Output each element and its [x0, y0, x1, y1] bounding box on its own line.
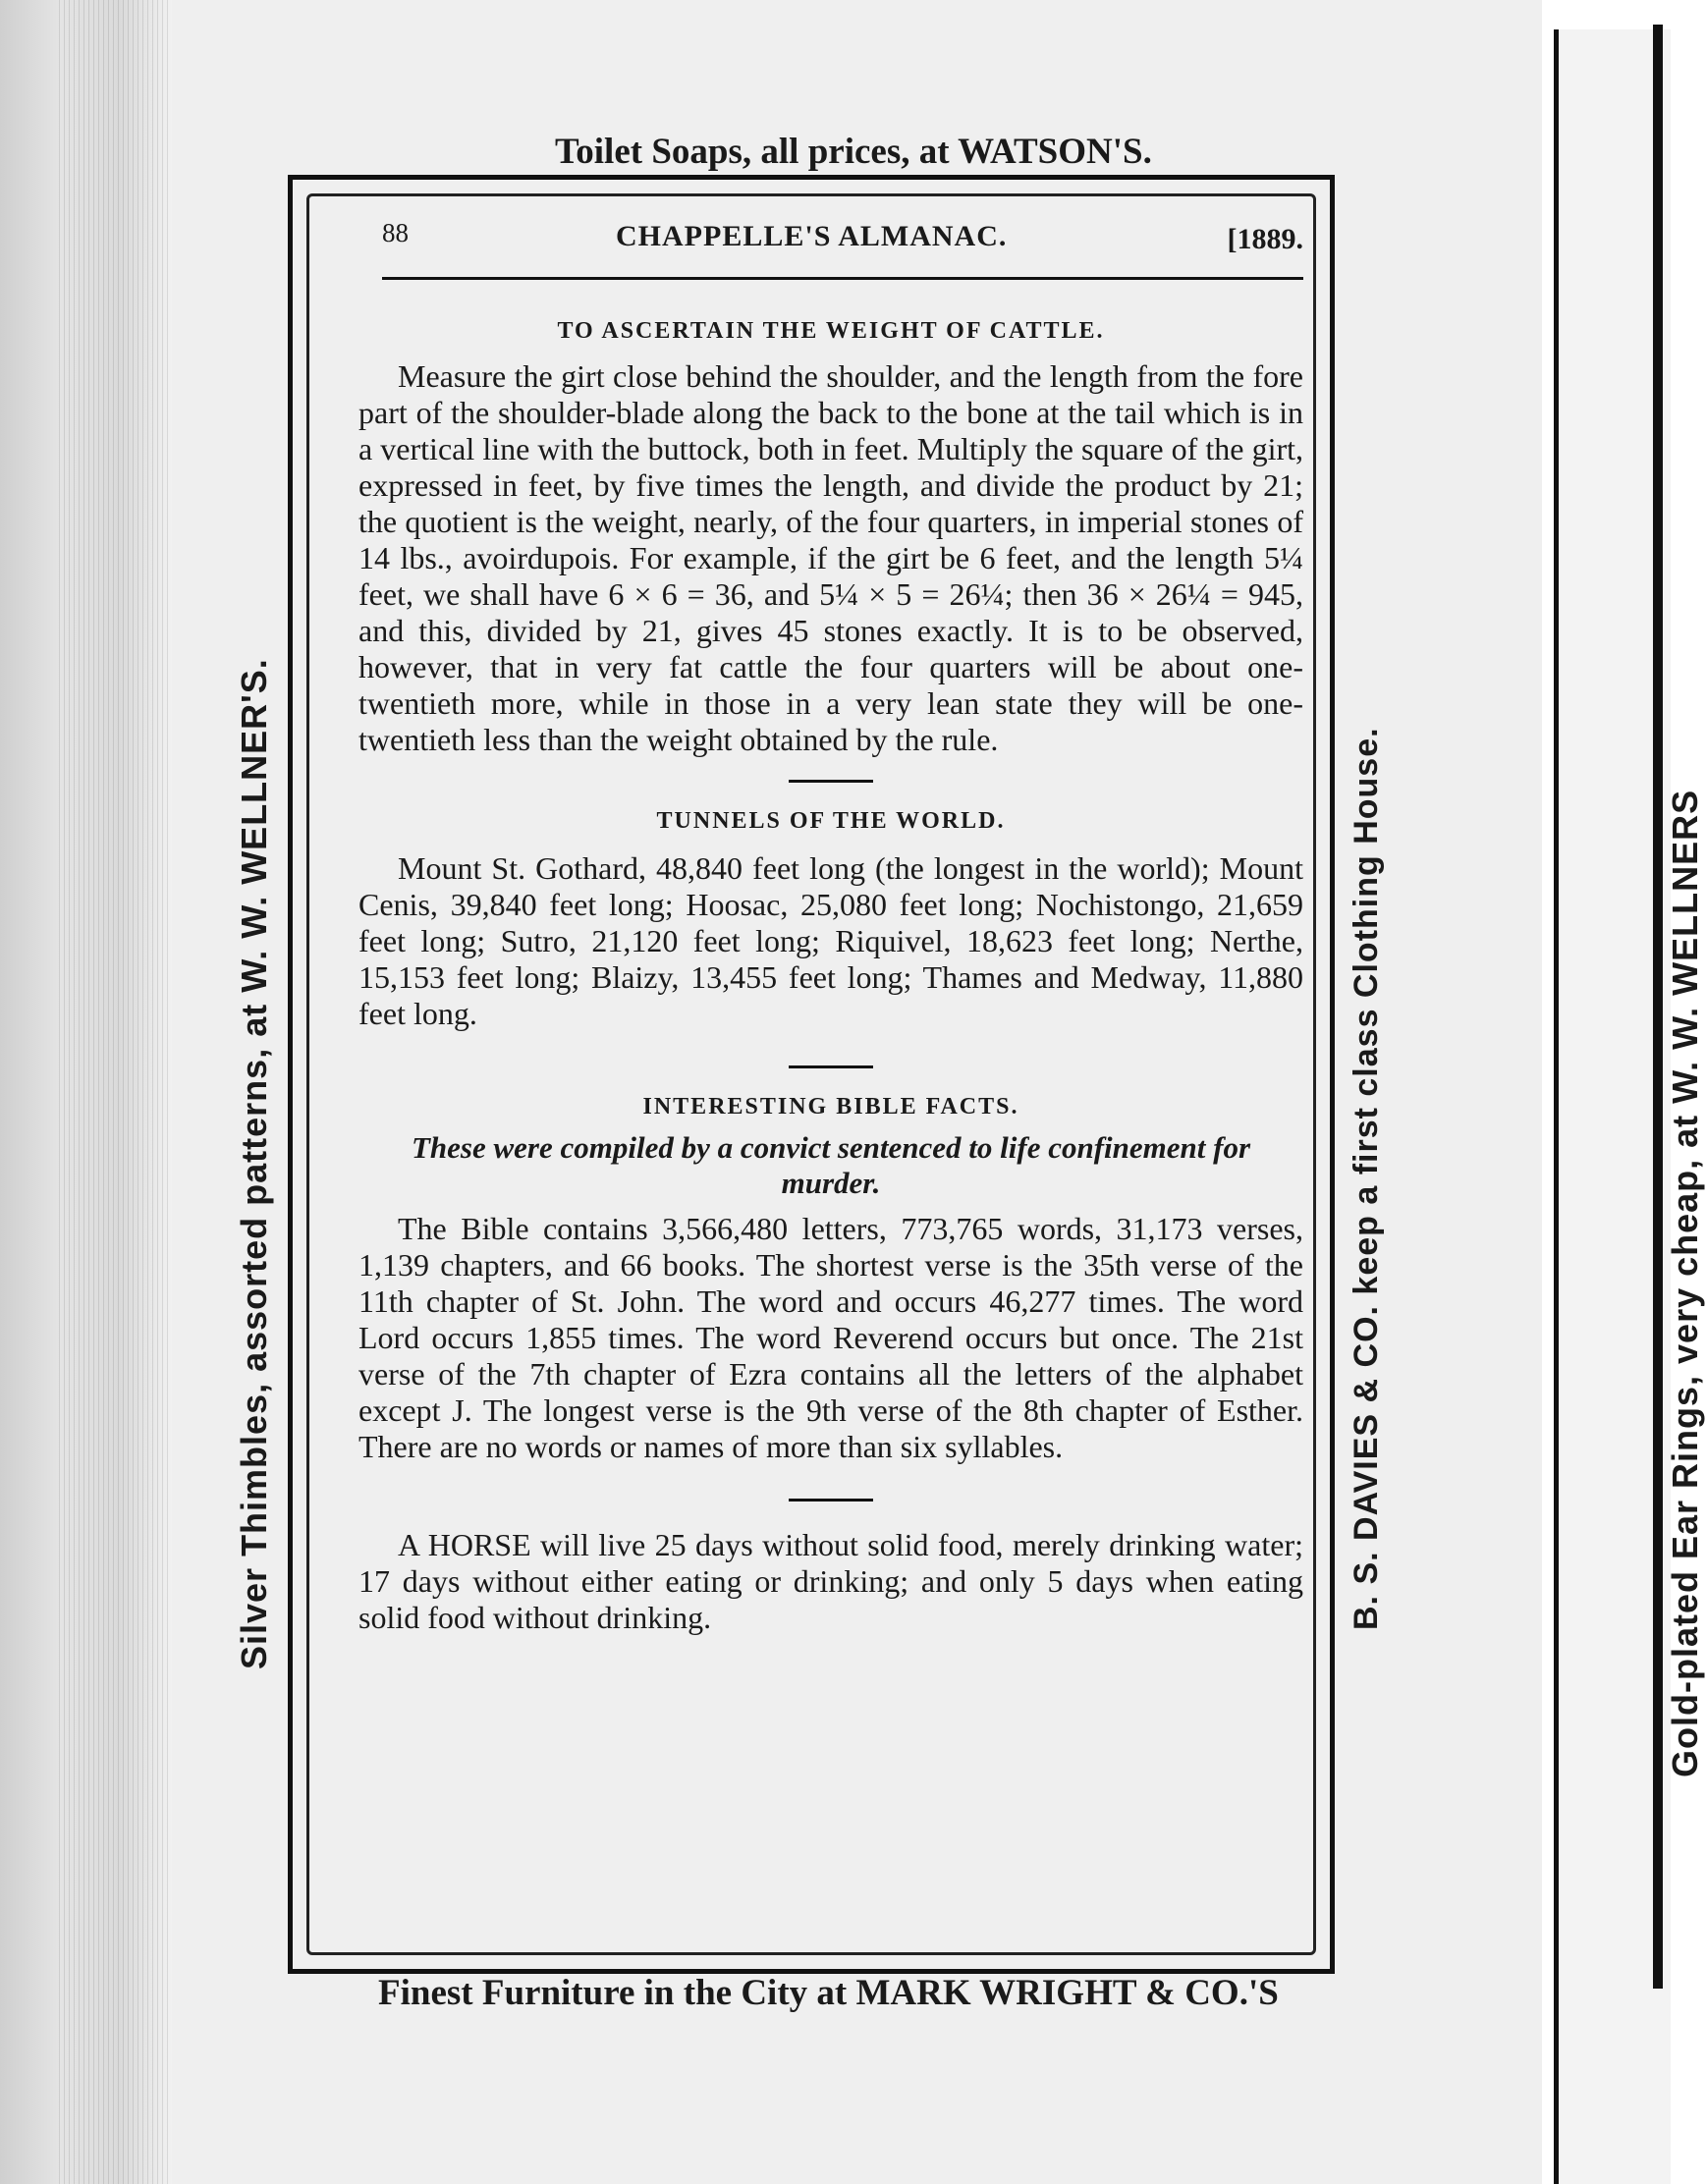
right-side-advertisement: B. S. DAVIES & CO. keep a first class Clothing House.: [1348, 727, 1385, 1630]
header-rule: [382, 277, 1303, 280]
section-title-tunnels: TUNNELS OF THE WORLD.: [656, 808, 1006, 834]
section-divider: [789, 1499, 873, 1502]
top-advertisement: Toilet Soaps, all prices, at WATSON'S.: [555, 132, 1152, 172]
almanac-title: CHAPPELLE'S ALMANAC.: [616, 220, 1008, 252]
section-body-bible: The Bible contains 3,566,480 letters, 773,765 words, 31,173 verses, 1,139 chapters, and 66 books. The shortest verse is the 35th verse of the 11th chapter of St. John. The word and occurs 46,277 times. The word Lord occurs 1,855 times. The word Reverend occurs but once. The 21st verse of the 7th chapter of Ezra contains all the letters of the alphabet except J. The longest verse is the 9th verse of the 8th chapter of Esther. There are no words or names of more than six syllables.: [358, 1211, 1303, 1464]
next-page-border: [1653, 25, 1663, 1989]
next-page-side-ad: Gold-plated Ear Rings, very cheap, at W. W. WELLNERS: [1665, 789, 1705, 1777]
page-number: 88: [382, 218, 409, 247]
section-body-horse: A HORSE will live 25 days without solid food, merely drinking water; 17 days without either eating or drinking; and only 5 days when eating solid food without drinking.: [358, 1527, 1303, 1635]
section-body-tunnels: Mount St. Gothard, 48,840 feet long (the longest in the world); Mount Cenis, 39,840 feet long; Hoosac, 25,080 feet long; Nochistongo, 21,659 feet long; Sutro, 21,120 feet long; Riquivel, 18,623 feet long; Nerthe, 15,153 feet long; Blaizy, 13,455 feet long; Thames and Medway, 11,880 feet long.: [358, 850, 1303, 1031]
page-content: [358, 208, 1303, 1636]
bottom-advertisement: Finest Furniture in the City at MARK WRIGHT & CO.'S: [378, 1973, 1279, 2013]
bible-note: These were compiled by a convict sentenced to life confinement for murder.: [411, 1130, 1251, 1200]
section-divider: [789, 780, 873, 783]
section-title-bible: INTERESTING BIBLE FACTS.: [642, 1094, 1019, 1119]
section-body-cattle: Measure the girt close behind the shoulder, and the length from the fore part of the shoulder-blade along the back to the bone at the tail which is in a vertical line with the buttock, both in feet. Multiply the square of the girt, expressed in feet, by five times the length, and divide the product by 21; the quotient is the weight, nearly, of the four quarters, in imperial stones of 14 lbs., avoirdupois. For example, if the girt be 6 feet, and the length 5¼ feet, we shall have 6 × 6 = 36, and 5¼ × 5 = 26¼; then 36 × 26¼ = 945, and this, divided by 21, gives 45 stones exactly. It is to be observed, however, that in very fat cattle the four quarters will be about one-twentieth more, while in those in a very lean state they will be one-twentieth less than the weight obtained by the rule.: [358, 358, 1303, 757]
page-edges: [59, 0, 172, 2184]
section-title-cattle: TO ASCERTAIN THE WEIGHT OF CATTLE.: [557, 318, 1105, 344]
section-divider: [789, 1065, 873, 1068]
running-header: [358, 208, 1303, 267]
almanac-year: [1889.: [1227, 223, 1303, 255]
left-side-advertisement: Silver Thimbles, assorted patterns, at W. W. WELLNER'S.: [234, 658, 274, 1669]
